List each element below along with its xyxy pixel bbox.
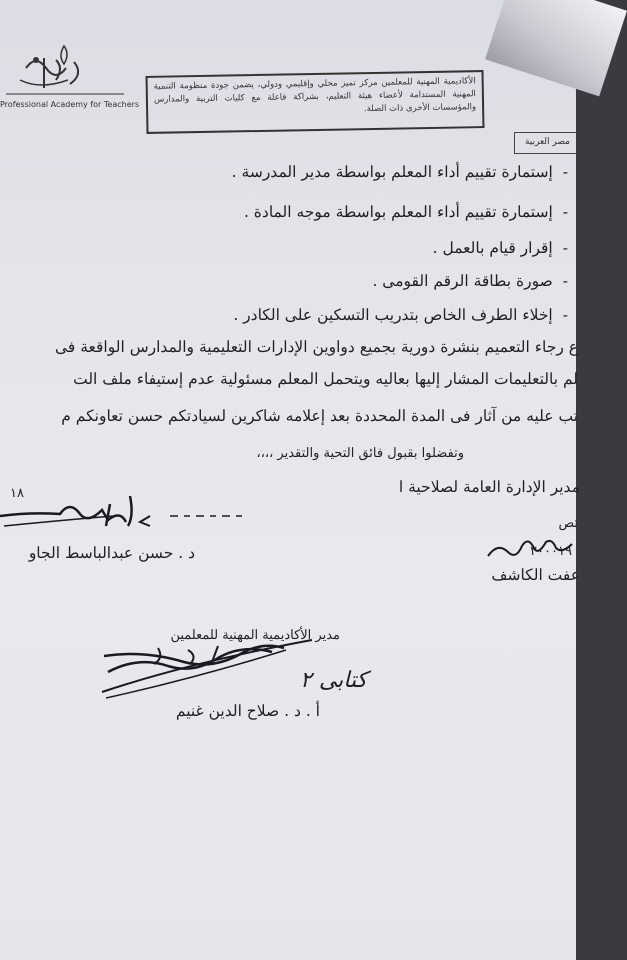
right-signatory-title: تص (558, 516, 578, 531)
list-item: -إستمارة تقييم أداء المعلم بواسطة موجه المادة . (243, 203, 568, 221)
list-item: -إستمارة تقييم أداء المعلم بواسطة مدير المدرسة . (231, 163, 568, 181)
list-item-text: إستمارة تقييم أداء المعلم بواسطة موجه المادة . (243, 203, 553, 221)
list-item-text: إخلاء الطرف الخاص بتدريب التسكين على الكادر . (233, 306, 553, 324)
list-item-text: إستمارة تقييم أداء المعلم بواسطة مدير المدرسة . (231, 163, 553, 181)
logo-caption: Professional Academy for Teachers (0, 100, 140, 109)
right-signatory-name: عفت الكاشف (491, 566, 580, 584)
list-item: -إقرار قيام بالعمل . (432, 239, 568, 257)
mission-statement-box: الأكاديمية المهنية للمعلمين مركز تميز محلي وإقليمي ودولي، يضمن جودة منظومة التنمية المهنية المستدامة لأعضاء هيئة التعليم، بشراكة فاعلة مع كليات التربية والمدارس والمؤسسات الأخرى ذات الصلة. (146, 70, 485, 134)
director-name: أ . د . صلاح الدين غنيم (175, 702, 320, 720)
left-signature-date: ١٨ (10, 486, 24, 501)
closing-line: وتفضلوا بقبول فائق التحية والتقدير ،،،، (256, 446, 464, 461)
director-title: مدير الأكاديمية المهنية للمعلمين (170, 628, 340, 643)
page-corner-fold (485, 0, 627, 96)
left-signatory-name: د . حسن عبدالباسط الجاو (28, 544, 195, 562)
handwritten-note: كتابى ٢ (300, 668, 368, 693)
left-signature-icon (0, 486, 260, 546)
tab-label: مصر العربية (514, 132, 576, 154)
body-line-1: ع رجاء التعميم بنشرة دورية بجميع دواوين الإدارات التعليمية والمدارس الواقعة فى (54, 338, 578, 356)
list-item-text: إقرار قيام بالعمل . (432, 239, 553, 257)
list-item: -صورة بطاقة الرقم القومى . (372, 272, 568, 290)
left-signatory-title: مدير الإدارة العامة لصلاحية ا (398, 478, 580, 496)
list-item: -إخلاء الطرف الخاص بتدريب التسكين على الكادر . (233, 306, 568, 324)
body-line-2: لم بالتعليمات المشار إليها بعاليه ويتحمل المعلم مسئولية عدم إستيفاء ملف الت (73, 370, 578, 388)
right-signature-date: ٢٠٠٠١٩ (530, 544, 572, 559)
list-item-text: صورة بطاقة الرقم القومى . (372, 272, 553, 290)
body-line-3: تب عليه من آثار فى المدة المحددة بعد إعلامه شاكرين لسيادتكم حسن تعاونكم م (61, 407, 578, 425)
